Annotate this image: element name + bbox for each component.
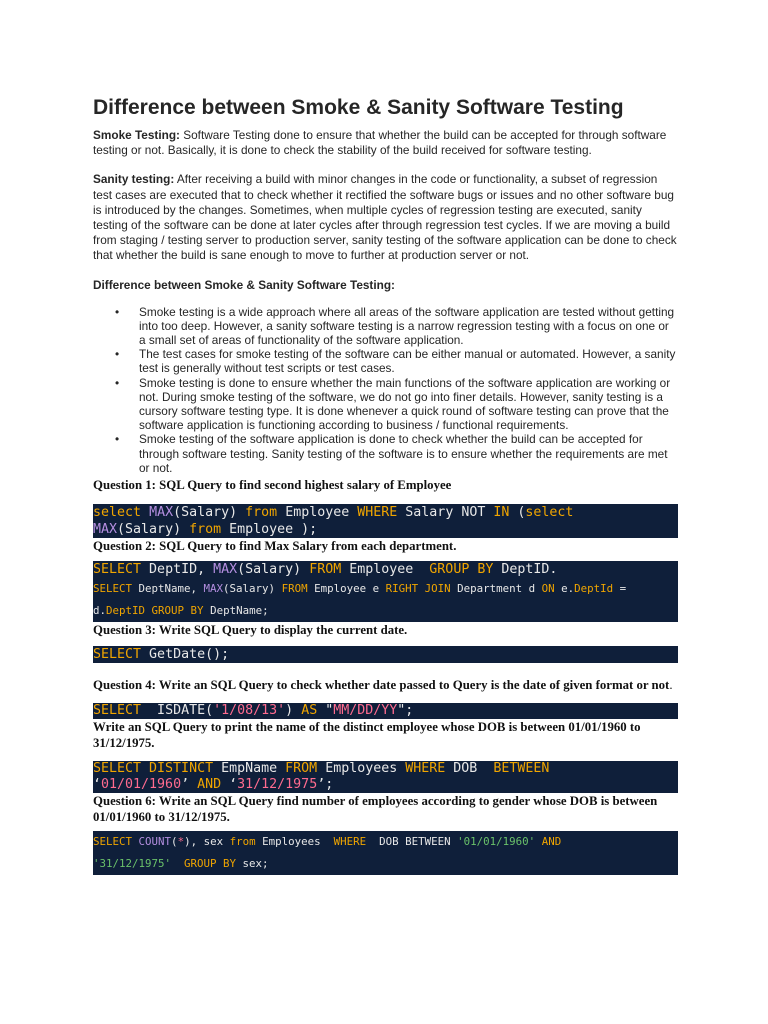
- difference-list: [93, 305, 678, 475]
- sanity-testing-label: Sanity testing:: [93, 172, 175, 187]
- code-block-3: SELECT GetDate();: [93, 646, 678, 663]
- code-block-2b: SELECT DeptName, MAX(Salary) FROM Employee e RIGHT JOIN Department d ON e.DeptId = d.DeptID GROUP BY DeptName;: [93, 578, 678, 622]
- list-item: • The test cases for smoke testing of the software can be either manual or automated. However, a sanity test is generally without test scripts or test cases.: [115, 347, 676, 376]
- code-block-4: SELECT ISDATE('1/08/13') AS "MM/DD/YY";: [93, 703, 678, 719]
- code-block-6: SELECT COUNT(*), sex from Employees WHERE DOB BETWEEN '01/01/1960' AND '31/12/1975' GROUP BY sex;: [93, 831, 678, 875]
- sanity-testing-text: After receiving a build with minor changes in the code or functionality, a subset of regression test cases are executed that to check whether it rectified the software bugs or issues and no other software bug is introduced by the changes. Sometimes, when multiple cycles of regression testing are executed, sanity testing of the software can be done at later cycles after through regression test cycles. If we are moving a build from staging / testing server to production server, sanity testing of the software application can be done to check that whether the build is sane enough to move to further at production server or not.: [93, 172, 677, 263]
- code-block-1: select MAX(Salary) from Employee WHERE Salary NOT IN (select MAX(Salary) from Employee );: [93, 504, 678, 538]
- list-item: • Smoke testing is done to ensure whether the main functions of the software application are working or not. During smoke testing of the software, we do not go into finer details. However, sanity testing is a cursory software testing type. It is done whenever a quick round of software testing can prove that the software application is functioning according to business / functional requirements.: [115, 375, 671, 433]
- code-block-2: SELECT DeptID, MAX(Salary) FROM Employee GROUP BY DeptID.: [93, 561, 678, 578]
- question-6: Question 6: Write an SQL Query find number of employees according to gender whose DOB is between 01/01/1960 to 31/12/1975.: [93, 794, 658, 825]
- code-block-5: SELECT DISTINCT EmpName FROM Employees WHERE DOB BETWEEN ‘01/01/1960’ AND ‘31/12/1975’;: [93, 761, 678, 793]
- smoke-testing-text: Software Testing done to ensure that whether the build can be accepted for through software testing or not. Basically, it is done to check the stability of the build received for software testing.: [93, 128, 667, 158]
- list-item: • Smoke testing of the software application is done to check whether the build can be accepted for through software testing. Sanity testing of the software is to ensure whether the requirements are met or not.: [115, 432, 668, 475]
- question-1: Question 1: SQL Query to find second highest salary of Employee: [93, 478, 452, 493]
- document-page: [93, 95, 678, 875]
- bullet-icon: •: [115, 432, 120, 447]
- sanity-testing-paragraph: [93, 172, 678, 263]
- question-3: Question 3: Write SQL Query to display the current date.: [93, 623, 408, 638]
- question-5: Write an SQL Query to print the name of the distinct employee whose DOB is between 01/01/1960 to 31/12/1975.: [93, 720, 641, 751]
- question-2: Question 2: SQL Query to find Max Salary from each department.: [93, 539, 457, 554]
- page-title: Difference between Smoke & Sanity Software Testing: [93, 96, 624, 119]
- bullet-icon: •: [115, 347, 120, 362]
- bullet-icon: •: [115, 304, 120, 319]
- smoke-testing-label: Smoke Testing:: [93, 128, 180, 142]
- question-4: Question 4: Write an SQL Query to check whether date passed to Query is the date of given format or not.: [93, 678, 673, 693]
- difference-heading: Difference between Smoke & Sanity Software Testing:: [93, 277, 395, 292]
- bullet-icon: •: [115, 375, 120, 390]
- list-item: • Smoke testing is a wide approach where all areas of the software application are tested without getting into too deep. However, a sanity software testing is a narrow regression testing with a focus on one or a small set of areas of functionality of the software application.: [115, 304, 675, 348]
- smoke-testing-paragraph: [93, 128, 678, 158]
